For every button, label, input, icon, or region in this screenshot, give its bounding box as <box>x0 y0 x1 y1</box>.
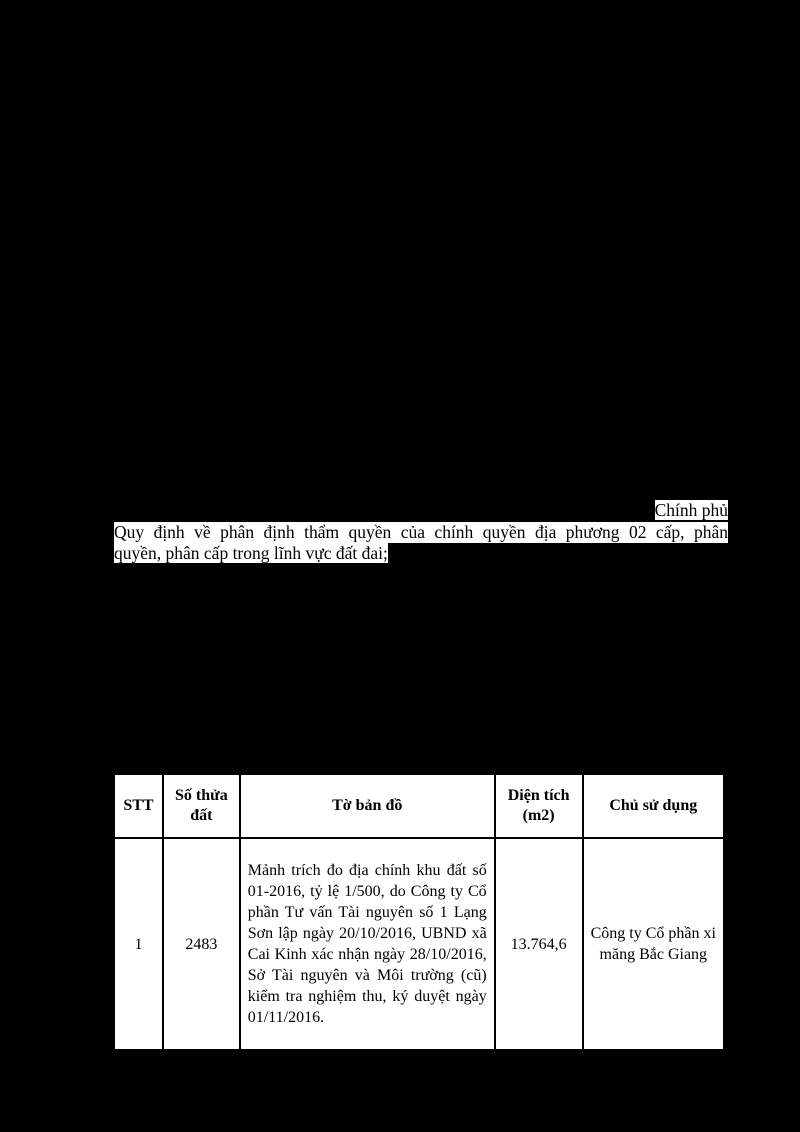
table-header-row <box>114 774 724 838</box>
cell-dien-tich: 13.764,6 <box>495 838 583 1050</box>
header-stt: STT <box>114 774 163 838</box>
paragraph-line-2: Quy định về phân định thẩm quyền của chính quyền địa phương 02 cấp, phân <box>114 521 728 542</box>
cell-to-ban-do: Mảnh trích đo địa chính khu đất số 01-2016, tỷ lệ 1/500, do Công ty Cổ phần Tư vấn Tài nguyên số 1 Lạng Sơn lập ngày 20/10/2016, UBND xã Cai Kinh xác nhận ngày 28/10/2016, Sở Tài nguyên và Môi trường (cũ) kiểm tra nghiệm thu, ký duyệt ngày 01/11/2016. <box>240 838 495 1050</box>
header-so-thua-dat: Số thửa đất <box>163 774 240 838</box>
legal-basis-paragraph <box>114 500 728 565</box>
paragraph-line-1: Chính phủ <box>654 500 728 520</box>
land-parcel-table <box>113 773 725 1051</box>
paragraph-line-3: quyền, phân cấp trong lĩnh vực đất đai; <box>114 543 388 563</box>
cell-chu-su-dung: Công ty Cổ phần xi măng Bắc Giang <box>583 838 724 1050</box>
cell-stt: 1 <box>114 838 163 1050</box>
cell-so-thua-dat: 2483 <box>163 838 240 1050</box>
header-dien-tich: Diện tích (m2) <box>495 774 583 838</box>
table-row <box>114 838 724 1050</box>
header-chu-su-dung: Chủ sử dụng <box>583 774 724 838</box>
header-to-ban-do: Tờ bản đồ <box>240 774 495 838</box>
